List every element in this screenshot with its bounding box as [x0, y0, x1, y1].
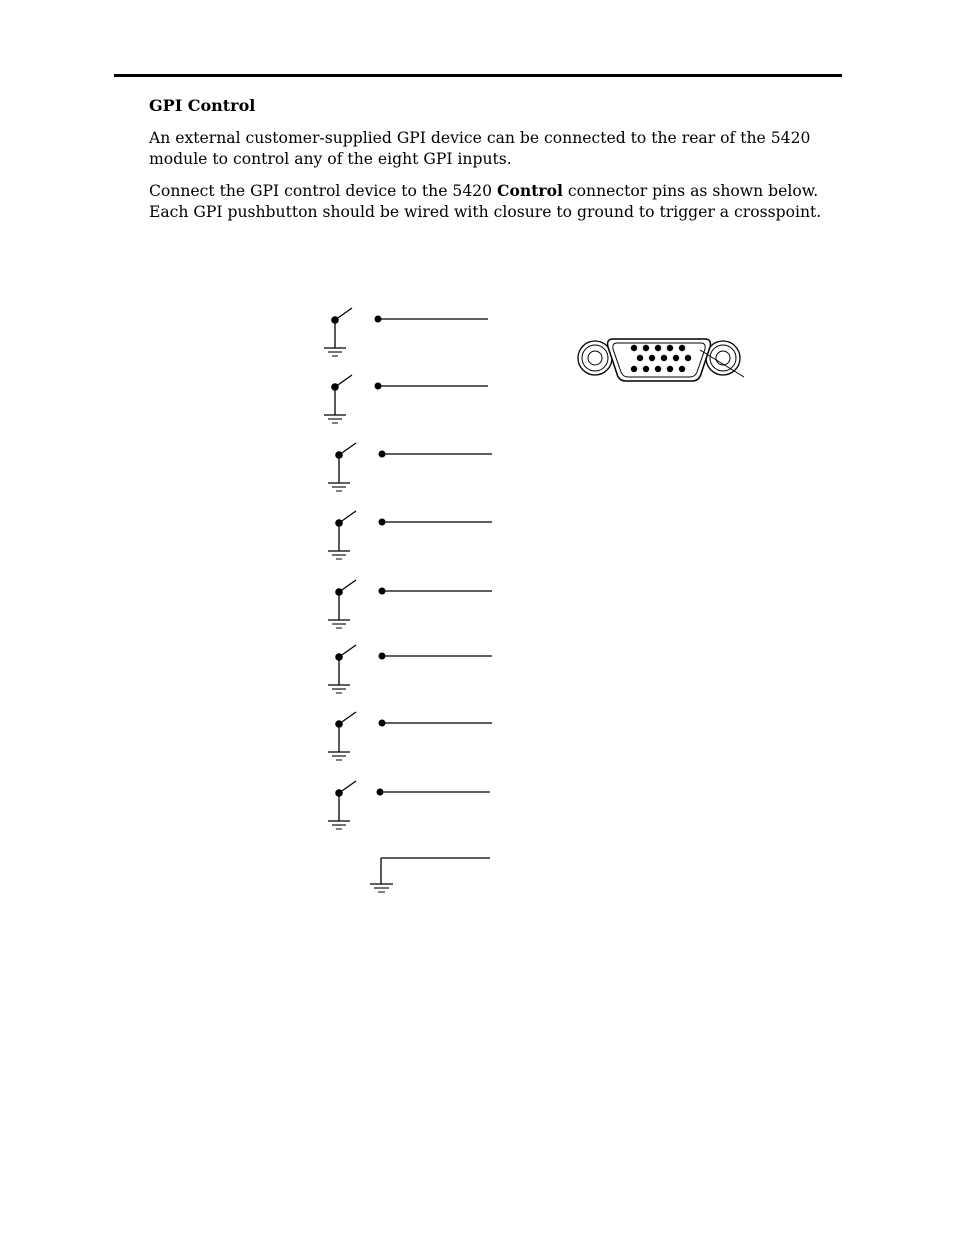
gpi-switch-7	[328, 712, 492, 760]
gpi-switch-1	[324, 308, 488, 356]
wiring-text-suffix: connector pins as shown below.	[562, 182, 819, 200]
connector-pin	[673, 355, 679, 361]
connector-pin	[685, 355, 691, 361]
intro-paragraph: An external customer-supplied GPI device can be connected to the rear of the 5420 module to control any of the eight GPI inputs.	[149, 129, 811, 168]
connector-pin	[631, 345, 637, 351]
connector-pin	[679, 345, 685, 351]
gpi-switch-8	[328, 781, 490, 829]
control-connector-name: Control	[497, 181, 563, 200]
connector-pin	[637, 355, 643, 361]
connector-pin	[643, 366, 649, 372]
gpi-switch-3	[328, 443, 492, 491]
connector-pin	[679, 366, 685, 372]
connector-pin	[631, 366, 637, 372]
wiring-text-prefix: Connect the GPI control device to the 5420	[149, 182, 498, 200]
connector-pin	[655, 366, 661, 372]
common-ground	[370, 858, 490, 892]
gpi-switch-5	[328, 580, 492, 628]
gpi-switch-6	[328, 645, 492, 693]
connector-pin	[655, 345, 661, 351]
db15-connector	[578, 339, 744, 381]
connector-pin	[667, 366, 673, 372]
connector-pin	[661, 355, 667, 361]
gpi-switch-2	[324, 375, 488, 423]
gpi-switch-group	[324, 308, 492, 829]
connector-pin	[667, 345, 673, 351]
connector-pin	[649, 355, 655, 361]
connector-pin	[643, 345, 649, 351]
wiring-text-line2: Each GPI pushbutton should be wired with closure to ground to trigger a crosspoint.	[149, 203, 822, 221]
section-heading: GPI Control	[149, 96, 256, 115]
gpi-switch-4	[328, 511, 492, 559]
